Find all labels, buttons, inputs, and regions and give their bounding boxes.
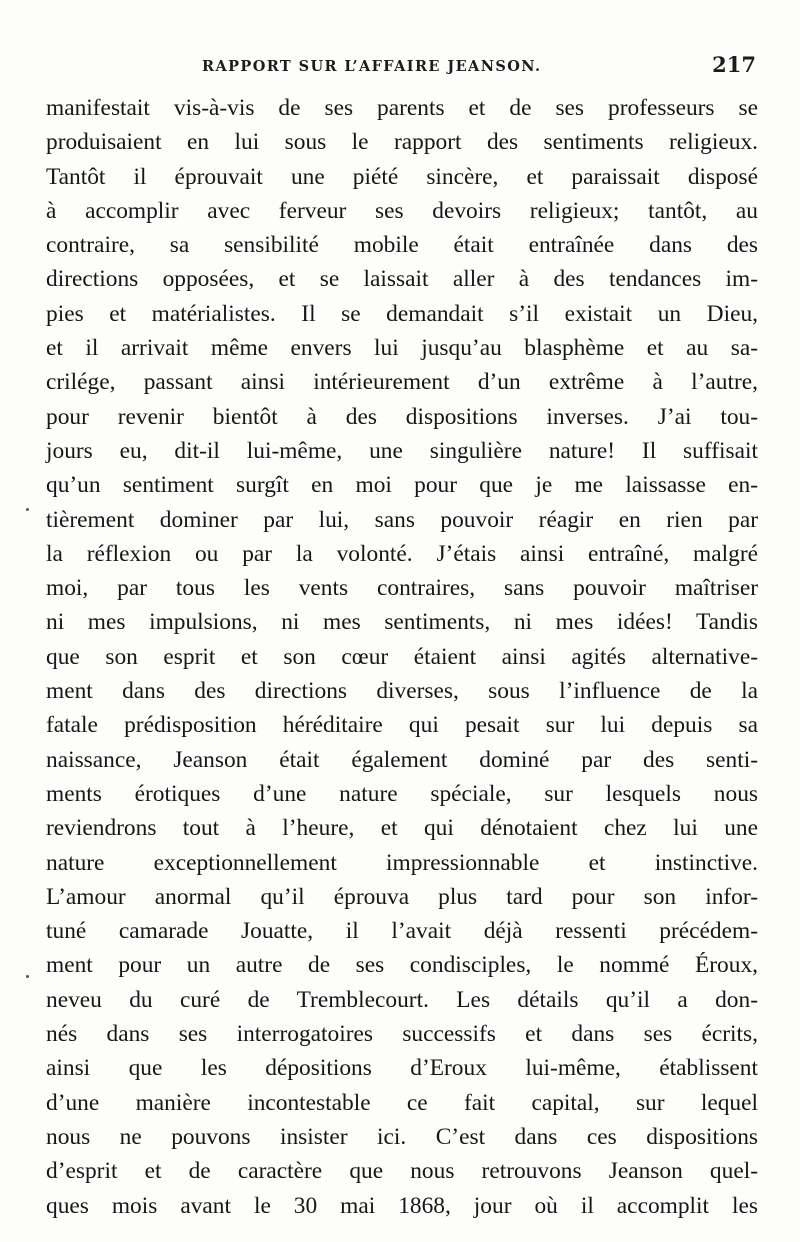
text-line: ques mois avant le 30 mai 1868, jour où il accomplit les [46,1192,758,1219]
text-line: pour revenir bientôt à des dispositions inverses. J’ai tou- [46,403,758,430]
margin-dot [26,975,29,978]
text-line: ment dans des directions diverses, sous l’influence de la [46,678,758,705]
text-line: L’amour anormal qu’il éprouva plus tard pour son infor- [46,883,758,910]
text-line: tièrement dominer par lui, sans pouvoir réagir en rien par [46,506,758,533]
text-line: crilége, passant ainsi intérieurement d’un extrême à l’autre, [46,369,758,396]
text-line: nous ne pouvons insister ici. C’est dans ces dispositions [46,1123,758,1150]
text-line: ainsi que les dépositions d’Eroux lui-même, établissent [46,1055,758,1082]
text-line: naissance, Jeanson était également dominé par des senti- [46,746,758,773]
text-line: reviendrons tout à l’heure, et qui dénotaient chez lui une [46,815,758,842]
text-line: et il arrivait même envers lui jusqu’au blasphème et au sa- [46,335,758,362]
text-line: ni mes impulsions, ni mes sentiments, ni mes idées! Tandis [46,609,758,636]
text-line: ment pour un autre de ses condisciples, le nommé Éroux, [46,952,758,979]
text-line: contraire, sa sensibilité mobile était entraînée dans des [46,232,758,259]
text-line: pies et matérialistes. Il se demandait s’il existait un Dieu, [46,300,758,327]
text-line: directions opposées, et se laissait aller à des tendances im- [46,266,758,293]
page-number: 217 [712,52,756,77]
text-line: la réflexion ou par la volonté. J’étais ainsi entraîné, malgré [46,540,758,567]
text-line: jours eu, dit-il lui-même, une singulière nature! Il suffisait [46,437,758,464]
text-line: à accomplir avec ferveur ses devoirs religieux; tantôt, au [46,197,758,224]
text-line: neveu du curé de Tremblecourt. Les détails qu’il a don- [46,986,758,1013]
text-line: qu’un sentiment surgît en moi pour que je me laissasse en- [46,472,758,499]
text-line: moi, par tous les vents contraires, sans pouvoir maîtriser [46,575,758,602]
text-line: fatale prédisposition héréditaire qui pesait sur lui depuis sa [46,712,758,739]
text-line: produisaient en lui sous le rapport des sentiments religieux. [46,129,758,156]
text-line: d’une manière incontestable ce fait capital, sur lequel [46,1089,758,1116]
text-line: manifestait vis-à-vis de ses parents et de ses professeurs se [46,95,758,121]
text-line: Tantôt il éprouvait une piété sincère, et paraissait disposé [46,163,758,190]
body-text [46,91,758,1223]
text-line: tuné camarade Jouatte, il l’avait déjà ressenti précédem- [46,918,758,945]
margin-dot [26,508,29,511]
running-title: RAPPORT SUR L’AFFAIRE JEANSON. [202,58,542,75]
text-line: nature exceptionnellement impressionnable et instinctive. [46,849,758,876]
text-line: que son esprit et son cœur étaient ainsi agités alternative- [46,643,758,670]
page-header [40,52,758,84]
text-line: d’esprit et de caractère que nous retrouvons Jeanson quel- [46,1158,758,1185]
text-line: ments érotiques d’une nature spéciale, sur lesquels nous [46,780,758,807]
text-line: nés dans ses interrogatoires successifs et dans ses écrits, [46,1021,758,1048]
